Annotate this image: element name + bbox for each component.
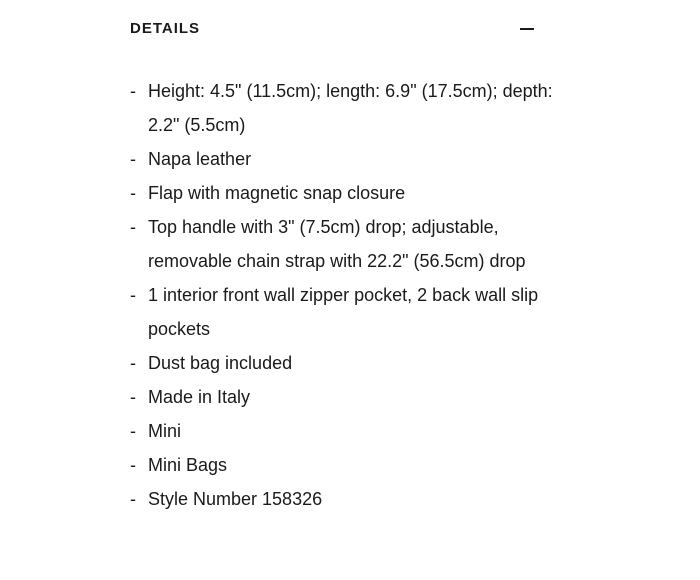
details-item-text: Mini Bags: [148, 455, 228, 475]
details-item-text: Napa leather: [148, 149, 252, 169]
details-item-pockets: [130, 278, 560, 346]
details-item-dust-bag: [130, 346, 560, 380]
details-item-size: [130, 414, 560, 448]
details-list: [130, 74, 560, 516]
details-item-dimensions: [130, 74, 560, 142]
details-item-text: Style Number 158326: [148, 489, 323, 509]
bullet-dash: -: [130, 81, 136, 101]
bullet-dash: -: [130, 183, 136, 203]
details-item-category: [130, 448, 560, 482]
collapse-minus-icon[interactable]: [520, 21, 534, 35]
details-item-closure: [130, 176, 560, 210]
details-item-text: Mini: [148, 421, 182, 441]
bullet-dash: -: [130, 387, 136, 407]
bullet-dash: -: [130, 353, 136, 373]
details-item-text: Flap with magnetic snap closure: [148, 183, 406, 203]
details-item-handle-strap: [130, 210, 560, 278]
details-item-text: Height: 4.5" (11.5cm); length: 6.9" (17.5cm); depth: 2.2" (5.5cm): [148, 81, 553, 135]
details-accordion: [130, 14, 553, 509]
details-item-origin: [130, 380, 560, 414]
bullet-dash: -: [130, 285, 136, 305]
details-item-text: 1 interior front wall zipper pocket, 2 back wall slip pockets: [148, 285, 539, 339]
details-title: DETAILS: [130, 19, 201, 37]
bullet-dash: -: [130, 489, 136, 509]
bullet-dash: -: [130, 455, 136, 475]
details-item-style-number: [130, 482, 560, 516]
details-item-text: Made in Italy: [148, 387, 251, 407]
details-item-text: Dust bag included: [148, 353, 293, 373]
details-item-text: Top handle with 3" (7.5cm) drop; adjustable, removable chain strap with 22.2" (56.5cm) drop: [148, 217, 526, 271]
bullet-dash: -: [130, 421, 136, 441]
bullet-dash: -: [130, 217, 136, 237]
details-item-material: [130, 142, 560, 176]
bullet-dash: -: [130, 149, 136, 169]
details-accordion-header[interactable]: [130, 14, 536, 42]
